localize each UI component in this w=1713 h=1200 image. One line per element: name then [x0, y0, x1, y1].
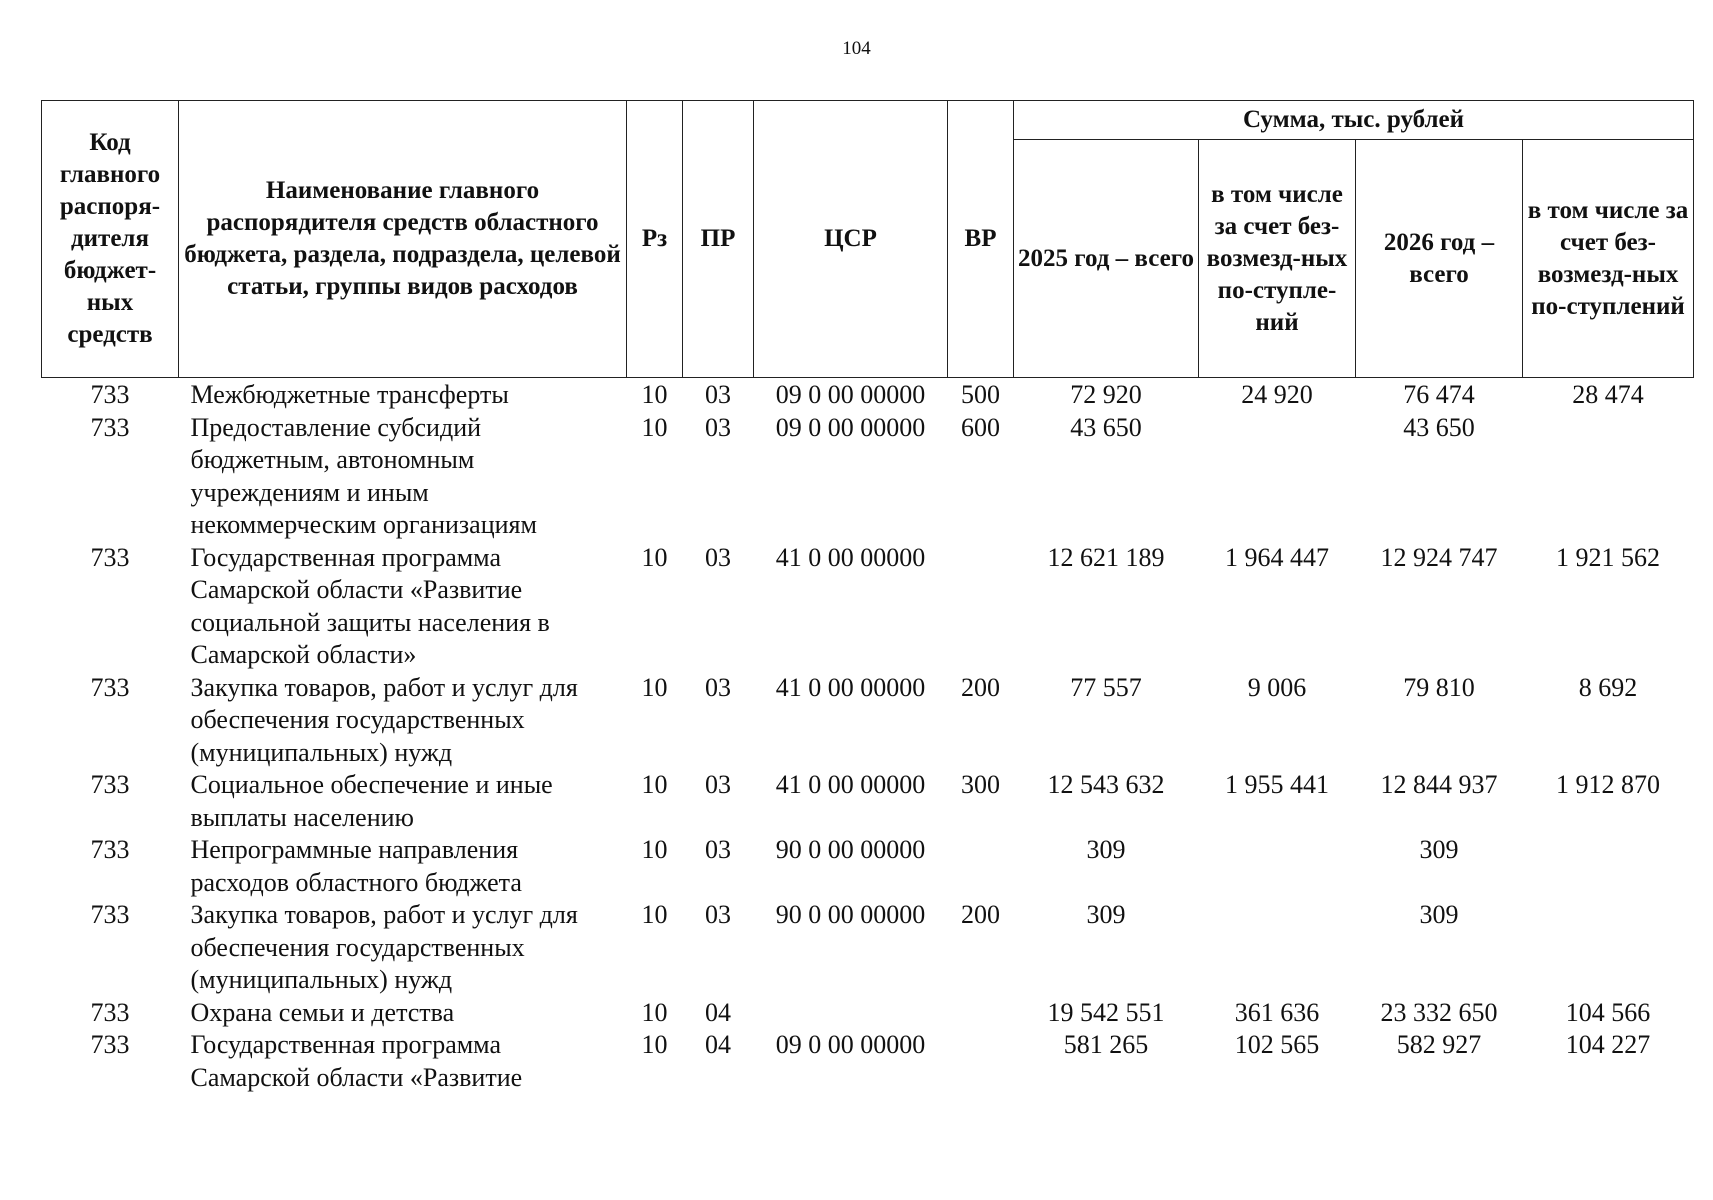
cell-vr: 300	[961, 770, 1000, 799]
cell-rz: 10	[641, 542, 668, 572]
cell-rz: 10	[641, 770, 668, 799]
cell-name: Непрограммные направления расходов областного бюджета	[190, 835, 522, 897]
cell-vr: 200	[961, 672, 1000, 702]
cell-csr: 41 0 00 00000	[775, 770, 926, 799]
cell-pr: 03	[705, 380, 731, 409]
header-2025-grants: в том числе за счет без-возмезд-ных по-ступле-ний	[1199, 140, 1356, 378]
cell-2026-grants: 1 921 562	[1556, 542, 1661, 572]
cell-csr: 09 0 00 00000	[775, 380, 926, 409]
cell-name: Межбюджетные трансферты	[190, 380, 509, 409]
header-pr: ПР	[683, 101, 754, 378]
table-row	[42, 378, 1694, 412]
cell-pr: 03	[705, 900, 731, 929]
cell-pr: 03	[705, 672, 731, 702]
cell-csr: 41 0 00 00000	[775, 542, 926, 572]
cell-2025-grants	[1199, 412, 1356, 542]
table-row	[42, 997, 1694, 1030]
cell-2026-grants: 104 566	[1565, 997, 1651, 1027]
cell-2026-grants: 1 912 870	[1556, 770, 1661, 799]
header-code: Код главного распоря-дителя бюджет-ных средств	[42, 101, 179, 378]
table-row	[42, 1029, 1694, 1094]
cell-2026-total: 23 332 650	[1380, 997, 1498, 1027]
cell-2025-grants: 9 006	[1247, 672, 1307, 702]
header-vr: ВР	[948, 101, 1014, 378]
cell-vr: 600	[961, 412, 1000, 442]
cell-vr: 500	[961, 380, 1000, 409]
cell-name: Закупка товаров, работ и услуг для обеспечения государственных (муниципальных) нужд	[190, 672, 578, 767]
table-row	[42, 542, 1694, 672]
cell-2025-total: 12 621 189	[1047, 542, 1165, 572]
cell-name: Социальное обеспечение и иные выплаты населению	[190, 770, 553, 832]
cell-csr: 41 0 00 00000	[775, 672, 926, 702]
cell-2025-grants: 24 920	[1241, 380, 1313, 409]
cell-rz: 10	[641, 1030, 668, 1059]
cell-code: 733	[90, 835, 130, 864]
cell-2025-total: 43 650	[1070, 412, 1142, 442]
cell-vr	[948, 542, 1014, 672]
cell-2026-total: 309	[1419, 900, 1459, 929]
header-csr: ЦСР	[754, 101, 948, 378]
page-number: 104	[842, 38, 871, 59]
table-row	[42, 834, 1694, 899]
cell-csr: 90 0 00 00000	[775, 900, 926, 929]
cell-2025-grants: 361 636	[1234, 997, 1320, 1027]
table-row	[42, 412, 1694, 542]
cell-2026-total: 12 924 747	[1380, 542, 1498, 572]
cell-2026-grants	[1523, 412, 1694, 542]
cell-2025-total: 309	[1086, 835, 1126, 864]
cell-name: Государственная программа Самарской области «Развитие	[190, 1030, 523, 1092]
cell-2026-total: 582 927	[1396, 1030, 1482, 1059]
cell-2026-total: 79 810	[1403, 672, 1475, 702]
cell-2026-total: 43 650	[1403, 412, 1475, 442]
cell-csr: 09 0 00 00000	[775, 1030, 926, 1059]
cell-pr: 03	[705, 835, 731, 864]
cell-2025-grants: 1 955 441	[1225, 770, 1329, 799]
cell-2025-grants: 102 565	[1234, 1030, 1320, 1059]
cell-name: Предоставление субсидий бюджетным, автономным учреждениям и иным некоммерческим организациям	[190, 412, 537, 539]
cell-rz: 10	[641, 380, 668, 409]
cell-2025-total: 77 557	[1070, 672, 1142, 702]
cell-vr	[948, 1029, 1014, 1094]
cell-code: 733	[90, 380, 130, 409]
header-2026-grants: в том числе за счет без-возмезд-ных по-ступлений	[1523, 140, 1694, 378]
cell-2026-total: 309	[1419, 835, 1459, 864]
cell-2026-grants: 28 474	[1572, 380, 1644, 409]
cell-name: Закупка товаров, работ и услуг для обеспечения государственных (муниципальных) нужд	[190, 900, 578, 994]
cell-2025-grants	[1199, 834, 1356, 899]
header-rz: Рз	[627, 101, 683, 378]
cell-code: 733	[90, 672, 130, 702]
header-2026-total: 2026 год – всего	[1356, 140, 1523, 378]
table-row	[42, 899, 1694, 997]
cell-pr: 03	[705, 542, 731, 572]
cell-2025-total: 581 265	[1063, 1030, 1149, 1059]
cell-rz: 10	[641, 672, 668, 702]
cell-2025-total: 19 542 551	[1047, 997, 1165, 1027]
cell-rz: 10	[641, 835, 668, 864]
header-sum: Сумма, тыс. рублей	[1014, 101, 1694, 140]
budget-table	[41, 100, 1694, 1094]
cell-rz: 10	[641, 900, 668, 929]
cell-pr: 03	[705, 412, 731, 442]
cell-code: 733	[90, 542, 130, 572]
header-name: Наименование главного распорядителя средств областного бюджета, раздела, подраздела, целевой статьи, группы видов расходов	[179, 101, 627, 378]
cell-2025-total: 72 920	[1070, 380, 1142, 409]
cell-2025-grants: 1 964 447	[1225, 542, 1329, 572]
cell-pr: 04	[705, 997, 731, 1027]
cell-code: 733	[90, 770, 130, 799]
cell-2026-total: 76 474	[1403, 380, 1475, 409]
cell-vr: 200	[961, 900, 1000, 929]
cell-name: Охрана семьи и детства	[190, 997, 455, 1027]
cell-code: 733	[90, 900, 130, 929]
cell-2026-total: 12 844 937	[1380, 770, 1498, 799]
cell-2026-grants	[1523, 834, 1694, 899]
cell-rz: 10	[641, 997, 668, 1027]
cell-code: 733	[90, 1030, 130, 1059]
table-row	[42, 769, 1694, 834]
cell-name: Государственная программа Самарской области «Развитие социальной защиты населения в Самарской области»	[190, 542, 550, 669]
header-2025-total: 2025 год – всего	[1014, 140, 1199, 378]
table-header	[42, 101, 1694, 378]
cell-vr	[948, 834, 1014, 899]
cell-pr: 04	[705, 1030, 731, 1059]
cell-2026-grants	[1523, 899, 1694, 997]
cell-pr: 03	[705, 770, 731, 799]
cell-csr: 09 0 00 00000	[775, 412, 926, 442]
cell-2025-grants	[1199, 899, 1356, 997]
cell-code: 733	[90, 997, 130, 1027]
cell-code: 733	[90, 412, 130, 442]
cell-2026-grants: 104 227	[1565, 1030, 1651, 1059]
table-row	[42, 672, 1694, 770]
cell-2025-total: 12 543 632	[1047, 770, 1165, 799]
cell-2026-grants: 8 692	[1578, 672, 1638, 702]
cell-2025-total: 309	[1086, 900, 1126, 929]
table-body	[42, 378, 1694, 1095]
cell-csr	[754, 997, 948, 1030]
cell-vr	[948, 997, 1014, 1030]
cell-csr: 90 0 00 00000	[775, 835, 926, 864]
cell-rz: 10	[641, 412, 668, 442]
